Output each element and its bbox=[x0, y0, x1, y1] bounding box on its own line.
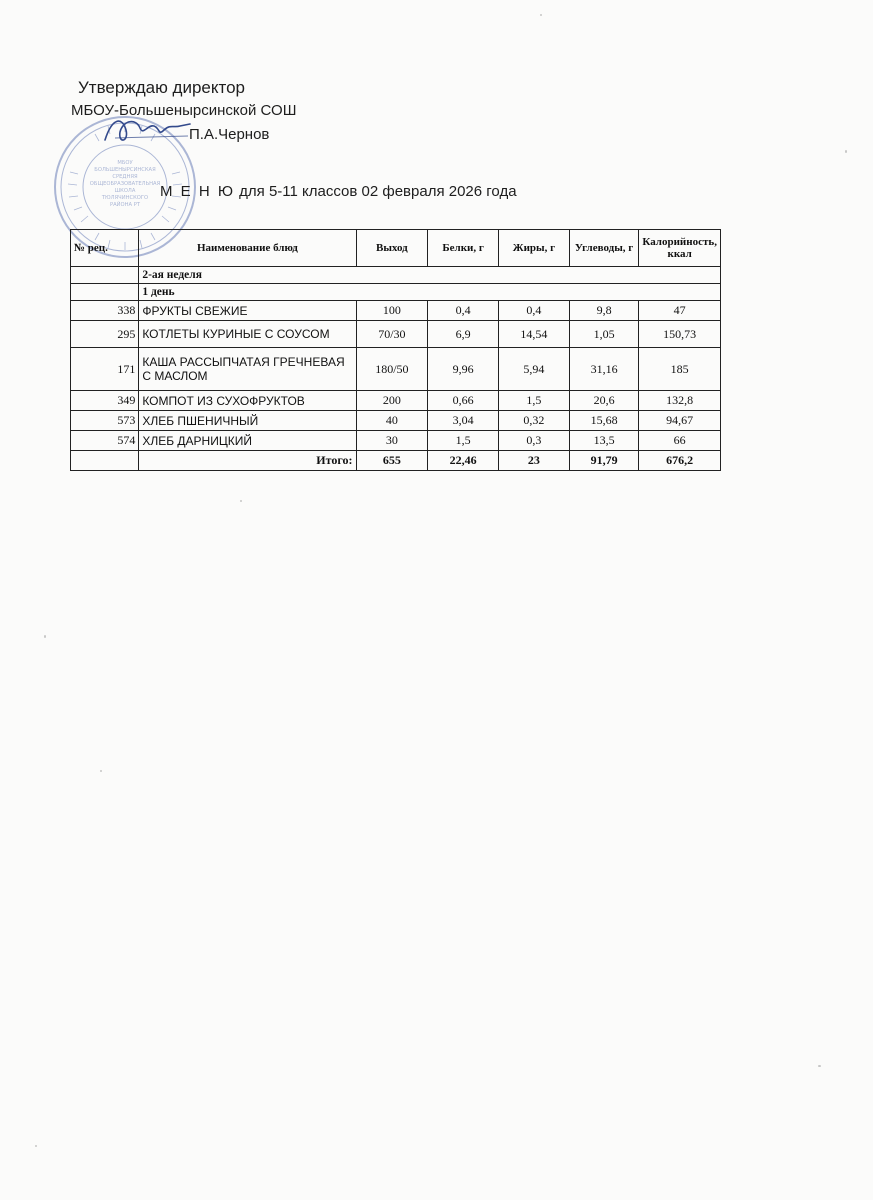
carbs-value: 1,05 bbox=[569, 321, 639, 348]
total-row bbox=[71, 451, 721, 471]
proteins-value: 0,66 bbox=[428, 391, 499, 411]
col-proteins: Белки, г bbox=[428, 230, 499, 267]
recipe-number: 573 bbox=[71, 411, 139, 431]
dish-name: КАША РАССЫПЧАТАЯ ГРЕЧНЕВАЯ С МАСЛОМ bbox=[139, 348, 356, 391]
proteins-value: 3,04 bbox=[428, 411, 499, 431]
week-label: 2-ая неделя bbox=[139, 267, 721, 284]
table-header-row bbox=[71, 230, 721, 267]
scan-speck bbox=[44, 635, 46, 638]
total-carbs: 91,79 bbox=[569, 451, 639, 471]
recipe-number: 295 bbox=[71, 321, 139, 348]
output-value: 200 bbox=[356, 391, 428, 411]
day-row bbox=[71, 284, 721, 301]
menu-word: М Е Н Ю bbox=[160, 183, 235, 200]
approval-heading: Утверждаю директор bbox=[78, 78, 246, 97]
dish-name: КОМПОТ ИЗ СУХОФРУКТОВ bbox=[139, 391, 356, 411]
proteins-value: 0,4 bbox=[428, 301, 499, 321]
fats-value: 14,54 bbox=[499, 321, 570, 348]
table-row bbox=[71, 301, 721, 321]
menu-subtitle: для 5-11 классов 02 февраля 2026 года bbox=[239, 183, 517, 200]
dish-name: ХЛЕБ ПШЕНИЧНЫЙ bbox=[139, 411, 356, 431]
menu-table bbox=[70, 229, 721, 471]
dish-name: КОТЛЕТЫ КУРИНЫЕ С СОУСОМ bbox=[139, 321, 356, 348]
proteins-value: 6,9 bbox=[428, 321, 499, 348]
table-row bbox=[71, 431, 721, 451]
col-output: Выход bbox=[356, 230, 428, 267]
table-row bbox=[71, 321, 721, 348]
col-fats: Жиры, г bbox=[499, 230, 570, 267]
scan-speck bbox=[845, 150, 847, 153]
svg-text:ОБЩЕОБРАЗОВАТЕЛЬНАЯ: ОБЩЕОБРАЗОВАТЕЛЬНАЯ bbox=[89, 181, 161, 187]
scan-speck bbox=[818, 1065, 821, 1067]
carbs-value: 20,6 bbox=[569, 391, 639, 411]
fats-value: 5,94 bbox=[499, 348, 570, 391]
day-label: 1 день bbox=[139, 284, 721, 301]
calories-value: 66 bbox=[639, 431, 721, 451]
carbs-value: 15,68 bbox=[569, 411, 639, 431]
calories-value: 94,67 bbox=[639, 411, 721, 431]
carbs-value: 31,16 bbox=[569, 348, 639, 391]
table-row bbox=[71, 391, 721, 411]
table-row bbox=[71, 411, 721, 431]
total-label: Итого: bbox=[139, 451, 356, 471]
scan-speck bbox=[240, 500, 242, 502]
calories-value: 132,8 bbox=[639, 391, 721, 411]
total-calories: 676,2 bbox=[639, 451, 721, 471]
recipe-number: 574 bbox=[71, 431, 139, 451]
calories-value: 47 bbox=[639, 301, 721, 321]
fats-value: 1,5 bbox=[499, 391, 570, 411]
col-dish: Наименование блюд bbox=[139, 230, 356, 267]
school-name: МБОУ-Большенырсинской СОШ bbox=[71, 102, 297, 119]
dish-name: ФРУКТЫ СВЕЖИЕ bbox=[139, 301, 356, 321]
week-row bbox=[71, 267, 721, 284]
col-recipe: № рец. bbox=[71, 230, 139, 267]
output-value: 100 bbox=[356, 301, 428, 321]
proteins-value: 9,96 bbox=[428, 348, 499, 391]
carbs-value: 9,8 bbox=[569, 301, 639, 321]
menu-title bbox=[160, 183, 517, 200]
output-value: 30 bbox=[356, 431, 428, 451]
calories-value: 185 bbox=[639, 348, 721, 391]
table-row bbox=[71, 348, 721, 391]
fats-value: 0,32 bbox=[499, 411, 570, 431]
output-value: 70/30 bbox=[356, 321, 428, 348]
scan-speck bbox=[35, 1145, 37, 1147]
total-fats: 23 bbox=[499, 451, 570, 471]
svg-text:ТЮЛЯЧИНСКОГО: ТЮЛЯЧИНСКОГО bbox=[101, 195, 149, 201]
svg-text:РАЙОНА РТ: РАЙОНА РТ bbox=[109, 202, 141, 208]
svg-text:ШКОЛА: ШКОЛА bbox=[114, 188, 136, 194]
recipe-number: 338 bbox=[71, 301, 139, 321]
fats-value: 0,4 bbox=[499, 301, 570, 321]
svg-text:МБОУ: МБОУ bbox=[117, 160, 133, 166]
total-output: 655 bbox=[356, 451, 428, 471]
svg-text:СРЕДНЯЯ: СРЕДНЯЯ bbox=[112, 174, 138, 180]
recipe-number: 171 bbox=[71, 348, 139, 391]
director-name: П.А.Чернов bbox=[189, 126, 270, 143]
scan-speck bbox=[100, 770, 102, 772]
col-carbs: Углеводы, г bbox=[569, 230, 639, 267]
recipe-number: 349 bbox=[71, 391, 139, 411]
output-value: 40 bbox=[356, 411, 428, 431]
carbs-value: 13,5 bbox=[569, 431, 639, 451]
svg-text:БОЛЬШЕНЫРСИНСКАЯ: БОЛЬШЕНЫРСИНСКАЯ bbox=[94, 167, 156, 173]
output-value: 180/50 bbox=[356, 348, 428, 391]
total-proteins: 22,46 bbox=[428, 451, 499, 471]
fats-value: 0,3 bbox=[499, 431, 570, 451]
scan-speck bbox=[540, 14, 542, 16]
col-calories: Калорийность, ккал bbox=[639, 230, 721, 267]
calories-value: 150,73 bbox=[639, 321, 721, 348]
dish-name: ХЛЕБ ДАРНИЦКИЙ bbox=[139, 431, 356, 451]
proteins-value: 1,5 bbox=[428, 431, 499, 451]
